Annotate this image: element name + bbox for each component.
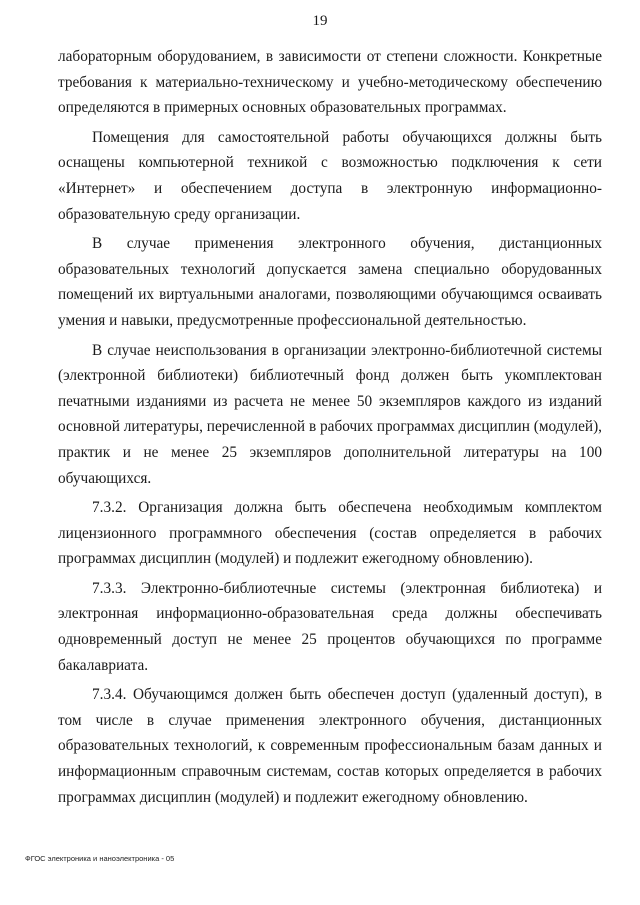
paragraph-continuation: лабораторным оборудованием, в зависимости от степени сложности. Конкретные требования к материально-техническому и учебно-методическому обеспечению определяются в примерных основных образовательных программах.	[58, 48, 602, 117]
paragraph-library-fund: В случае неиспользования в организации электронно-библиотечной системы (электронной библиотеки) библиотечный фонд должен быть укомплектован печатными изданиями из расчета не менее 50 экземпляров каждого из изданий основной литературы, перечисленной в рабочих программах дисциплин (модулей), практик и не менее 25 экземпляров дополнительной литературы на 100 обучающихся.	[58, 341, 602, 487]
paragraph-7-3-2: 7.3.2. Организация должна быть обеспечена необходимым комплектом лицензионного программного обеспечения (состав определяется в рабочих программах дисциплин (модулей) и подлежит ежегодному обновлению).	[58, 499, 602, 568]
paragraph-e-learning: В случае применения электронного обучения, дистанционных образовательных технологий допускается замена специально оборудованных помещений их виртуальными аналогами, позволяющими обучающимся осваивать умения и навыки, предусмотренные профессиональной деятельностью.	[58, 235, 602, 329]
paragraph-self-study-rooms: Помещения для самостоятельной работы обучающихся должны быть оснащены компьютерной техникой с возможностью подключения к сети «Интернет» и обеспечением доступа в электронную информационно-образовательную среду организации.	[58, 128, 602, 223]
page-number: 19	[312, 13, 328, 29]
paragraph-7-3-3: 7.3.3. Электронно-библиотечные системы (электронная библиотека) и электронная информационно-образовательная среда должны обеспечивать одновременный доступ не менее 25 процентов обучающихся по программе бакалавриата.	[58, 579, 602, 674]
paragraph-7-3-4: 7.3.4. Обучающимся должен быть обеспечен доступ (удаленный доступ), в том числе в случае применения электронного обучения, дистанционных образовательных технологий, к современным профессиональным базам данных и информационным справочным системам, состав которых определяется в рабочих программах дисциплин (модулей) и подлежит ежегодному обновлению.	[58, 686, 602, 806]
document-body	[58, 44, 602, 814]
page-footer: ФГОС электроника и наноэлектроника - 05	[25, 854, 175, 863]
